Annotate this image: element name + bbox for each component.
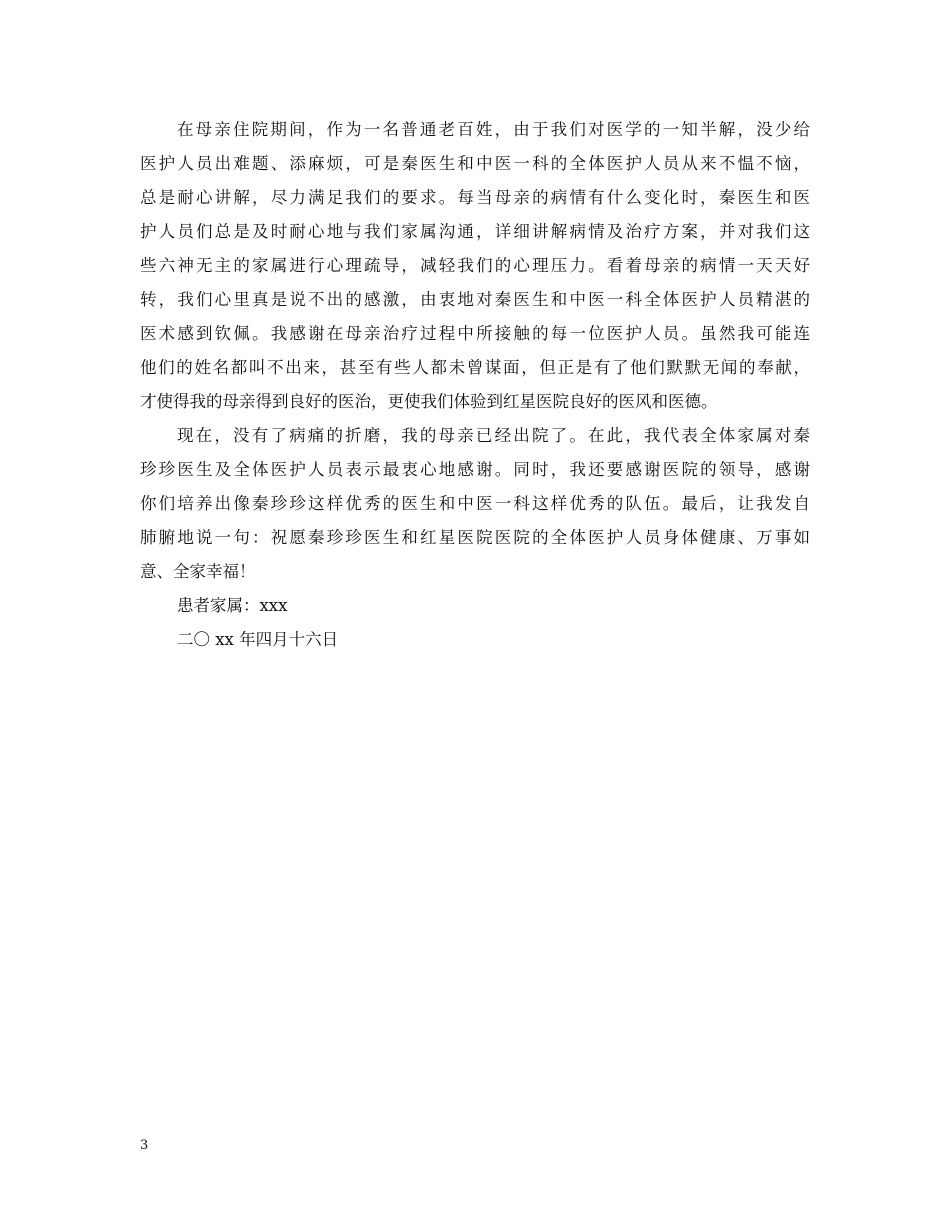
paragraph-line: 现在，没有了病痛的折磨，我的母亲已经出院了。在此，我代表全体家属对秦: [177, 426, 810, 445]
paragraph-line: 珍珍医生及全体医护人员表示最衷心地感谢。同时，我还要感谢医院的领导，感谢: [140, 460, 810, 479]
letter-date: 二〇 xx 年四月十六日: [177, 630, 339, 649]
paragraph-1: [140, 113, 810, 419]
paragraph-line: 转，我们心里真是说不出的感激，由衷地对秦医生和中医一科全体医护人员精湛的: [140, 290, 810, 309]
paragraph-line: 他们的姓名都叫不出来，甚至有些人都未曾谋面，但正是有了他们默默无闻的奉献，: [140, 358, 810, 377]
paragraph-line: 意、全家幸福！: [140, 562, 256, 581]
paragraph-line: 医术感到钦佩。我感谢在母亲治疗过程中所接触的每一位医护人员。虽然我可能连: [140, 324, 810, 343]
paragraph-line: 些六神无主的家属进行心理疏导，减轻我们的心理压力。看着母亲的病情一天天好: [140, 256, 810, 275]
paragraph-line: 护人员们总是及时耐心地与我们家属沟通，详细讲解病情及治疗方案，并对我们这: [140, 222, 810, 241]
letter-body: [140, 113, 810, 657]
paragraph-line: 你们培养出像秦珍珍这样优秀的医生和中医一科这样优秀的队伍。最后，让我发自: [140, 494, 810, 513]
page-number: 3: [140, 1138, 149, 1153]
paragraph-line: 在母亲住院期间，作为一名普通老百姓，由于我们对医学的一知半解，没少给: [177, 120, 810, 139]
paragraph-line: 肺腑地说一句：祝愿秦珍珍医生和红星医院医院的全体医护人员身体健康、万事如: [140, 528, 810, 547]
paragraph-2: [140, 419, 810, 589]
paragraph-line: 医护人员出难题、添麻烦，可是秦医生和中医一科的全体医护人员从来不愠不恼，: [140, 154, 810, 173]
signature: 患者家属：xxx: [177, 596, 288, 615]
paragraph-line: 才使得我的母亲得到良好的医治，更使我们体验到红星医院良好的医风和医德。: [140, 392, 718, 411]
paragraph-line: 总是耐心讲解，尽力满足我们的要求。每当母亲的病情有什么变化时，秦医生和医: [140, 188, 810, 207]
